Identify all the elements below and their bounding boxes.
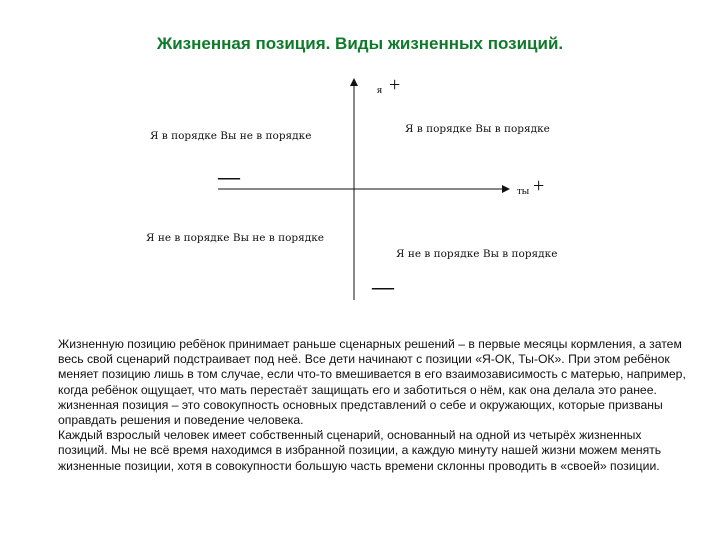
body-text	[58, 337, 694, 474]
y-minus-sign: —	[372, 274, 394, 299]
quadrant-top-right-label: Я в порядке Вы в порядке	[405, 123, 550, 135]
y-plus-sign: +	[389, 74, 401, 96]
quadrant-top-left-label: Я в порядке Вы не в порядке	[150, 130, 312, 142]
x-axis-label: ты	[517, 185, 530, 197]
quadrant-bottom-right-label: Я не в порядке Вы в порядке	[396, 248, 558, 260]
y-axis-label: я	[377, 84, 383, 96]
body-paragraph-2: Каждый взрослый человек имеет собственный сценарий, основанный на одной из четырёх жизненных позиций. Мы не всё время находимся в избранной позиции, а каждую минуту нашей жизни можем менять жизненные позиции, хотя в совокупности большую часть времени склонны проводить в «своей» позиции.	[58, 428, 662, 473]
quadrant-bottom-left-label: Я не в порядке Вы не в порядке	[146, 232, 324, 244]
body-paragraph-1: Жизненную позицию ребёнок принимает раньше сценарных решений – в первые месяцы кормления, а затем весь свой сценарий подстраивает под неё. Все дети начинают с позиции «Я-ОК, Ты-ОК». При этом ребёнок меняет позицию лишь в том случае, если что-то вмешивается в его взаимозависимость с матерью, например, когда ребёнок ощущает, что мать перестаёт защищать его и заботиться о нём, как она делала это ранее. жизненная позиция – это совокупность основных представлений о себе и окружающих, которые призваны оправдать решения и поведение человека.	[58, 337, 686, 428]
x-minus-sign: —	[218, 164, 240, 189]
x-plus-sign: +	[533, 175, 545, 197]
page-title: Жизненная позиция. Виды жизненных позиций.	[156, 34, 564, 53]
